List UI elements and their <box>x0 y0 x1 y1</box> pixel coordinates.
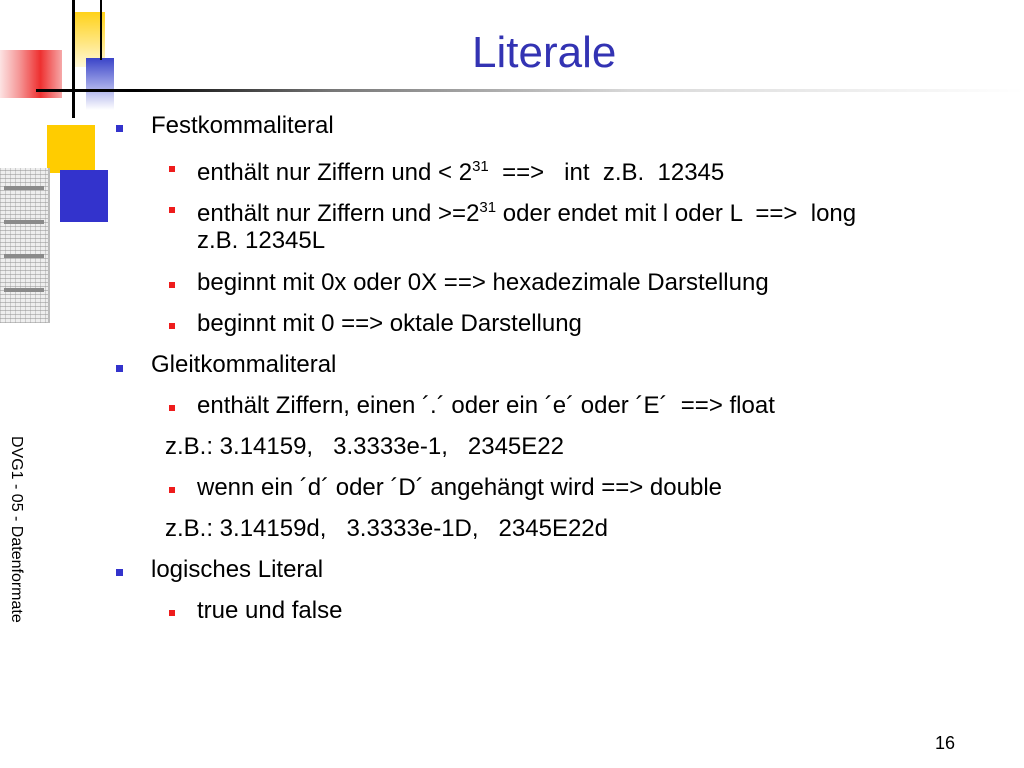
bullet-logisches-literal <box>151 555 323 585</box>
bullet-festkommaliteral <box>151 111 334 141</box>
bullet-marker <box>116 569 123 576</box>
bullet-text: Gleitkommaliteral <box>151 351 337 378</box>
sub-bullet-text: wenn ein ´d´ oder ´D´ angehängt wird ==> double <box>197 474 722 501</box>
page-number: 16 <box>935 733 956 753</box>
sub-bullet-text: enthält nur Ziffern und >=2 <box>197 200 480 227</box>
bullet-text: logisches Literal <box>151 556 324 583</box>
sub-bullet-text: beginnt mit 0x oder 0X ==> hexadezimale Darstellung <box>197 269 769 296</box>
slide-title: Literale <box>472 28 617 77</box>
example-text: z.B.: 3.14159d, 3.3333e-1D, 2345E22d <box>165 515 608 542</box>
bullet-gleitkommaliteral <box>151 350 336 380</box>
sub-bullet-text: ==> int z.B. 12345 <box>488 159 725 186</box>
sub-bullet-marker <box>169 405 175 411</box>
example-text: z.B.: 3.14159, 3.3333e-1, 2345E22 <box>165 433 564 460</box>
sub-bullet-text: true und false <box>197 597 343 624</box>
sub-bullet-float <box>197 391 775 421</box>
sub-bullet-marker <box>169 207 175 213</box>
bullet-marker <box>116 125 123 132</box>
bullet-marker <box>116 365 123 372</box>
sub-bullet-text: oder endet mit l oder L ==> long <box>496 200 857 227</box>
side-label-text: DVG1 - 05 - Datenformate <box>8 436 25 623</box>
sub-bullet-long <box>197 193 856 229</box>
sub-bullet-int <box>197 152 724 188</box>
sub-bullet-text: enthält Ziffern, einen ´.´ oder ein ´e´ oder ´E´ ==> float <box>197 392 775 419</box>
sub-bullet-marker <box>169 487 175 493</box>
sub-bullet-boolean <box>197 596 342 626</box>
sub-bullet-hex <box>197 268 769 298</box>
sub-bullet-double <box>197 473 722 503</box>
bullet-text: Festkommaliteral <box>151 112 334 139</box>
example-float <box>165 432 564 462</box>
sub-bullet-marker <box>169 166 175 172</box>
sub-bullet-marker <box>169 282 175 288</box>
example-double <box>165 514 608 544</box>
sub-bullet-marker <box>169 323 175 329</box>
superscript: 31 <box>472 158 489 175</box>
sub-bullet-long-example <box>197 226 325 256</box>
sub-bullet-text: z.B. 12345L <box>197 227 326 254</box>
superscript: 31 <box>479 199 497 216</box>
sub-bullet-marker <box>169 610 175 616</box>
sub-bullet-text: beginnt mit 0 ==> oktale Darstellung <box>197 310 582 337</box>
sub-bullet-octal <box>197 309 582 339</box>
sub-bullet-text: enthält nur Ziffern und < 2 <box>197 159 473 186</box>
